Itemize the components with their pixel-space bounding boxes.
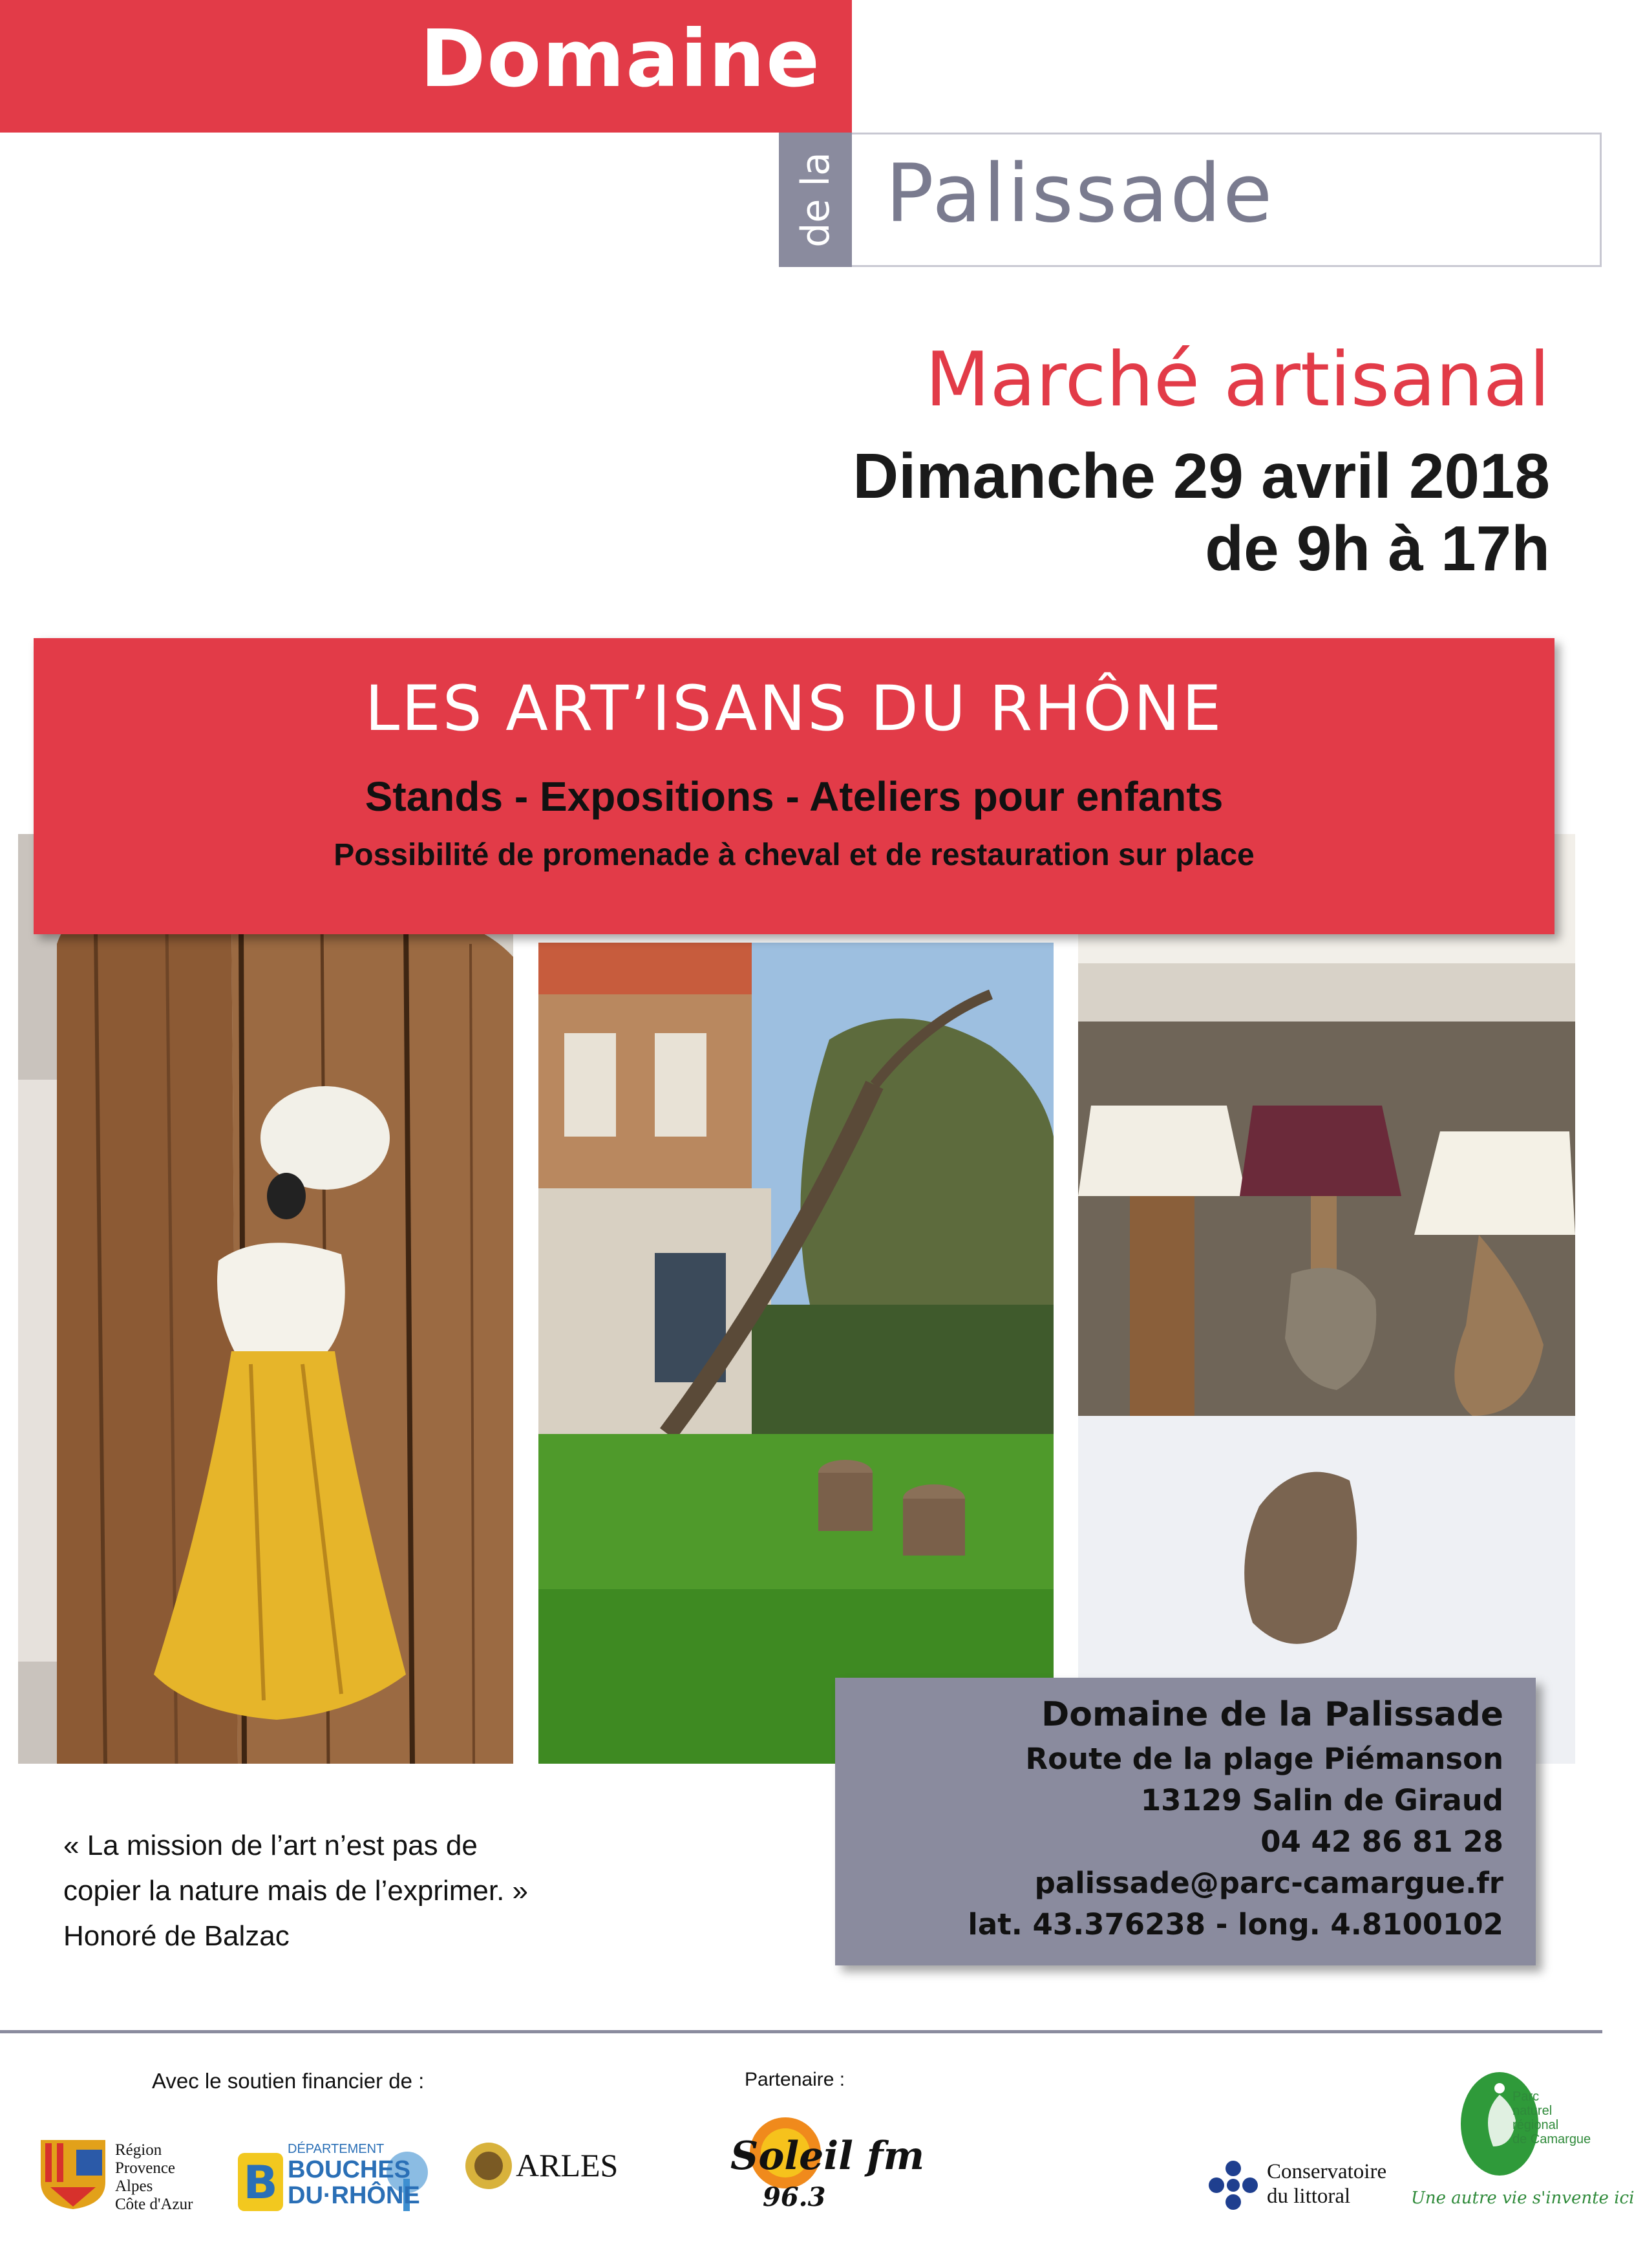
svg-text:B: B xyxy=(243,2156,278,2209)
header-de-la-label: de la xyxy=(792,152,838,248)
banner-title: LES ART’ISANS DU RHÔNE xyxy=(365,672,1224,745)
quote-author: Honoré de Balzac xyxy=(63,1920,290,1952)
event-date: Dimanche 29 avril 2018 xyxy=(853,440,1550,511)
footer-divider xyxy=(0,2030,1602,2033)
conservatoire-logo-text: Conservatoire du littoral xyxy=(1267,2160,1387,2208)
region-logo xyxy=(37,2137,109,2214)
arles-logo-icon xyxy=(463,2140,515,2194)
address-road: Route de la plage Piémanson xyxy=(1025,1742,1503,1776)
soleil-fm-frequency: 96.3 xyxy=(763,2182,826,2212)
partner-label: Partenaire : xyxy=(745,2069,845,2090)
arles-logo-text: ARLES xyxy=(516,2147,619,2183)
address-city: 13129 Salin de Giraud xyxy=(1140,1783,1503,1817)
quote-line-1: « La mission de l’art n’est pas de xyxy=(63,1830,478,1861)
photo-park-tree xyxy=(538,943,1054,1764)
quote-line-2: copier la nature mais de l’exprimer. » xyxy=(63,1875,528,1907)
banner-subtitle: Stands - Expositions - Ateliers pour enfants xyxy=(365,773,1224,820)
header-domaine-text: Domaine xyxy=(420,13,821,105)
address-email[interactable]: palissade@parc-camargue.fr xyxy=(1034,1866,1503,1900)
photo-lamps-stand xyxy=(1078,834,1575,1764)
region-logo-text: Région Provence Alpes Côte d'Azur xyxy=(115,2141,193,2213)
event-hours: de 9h à 17h xyxy=(1205,513,1550,584)
header-palissade-text: Palissade xyxy=(886,147,1275,241)
parc-camargue-slogan: Une autre vie s'invente ici xyxy=(1411,2188,1634,2208)
photo-painted-wood xyxy=(18,834,513,1764)
support-label: Avec le soutien financier de : xyxy=(152,2069,425,2093)
departement-logo-text: DÉPARTEMENT BOUCHES DU·RHÔNE xyxy=(288,2142,420,2209)
banner-note: Possibilité de promenade à cheval et de restauration sur place xyxy=(334,838,1255,872)
address-coords: lat. 43.376238 - long. 4.8100102 xyxy=(968,1907,1503,1942)
event-title: Marché artisanal xyxy=(925,336,1550,423)
address-name: Domaine de la Palissade xyxy=(1041,1695,1503,1734)
parc-camargue-text: Parc naturel régional de Camargue xyxy=(1512,2090,1591,2146)
soleil-fm-text: Soleil fm xyxy=(730,2134,925,2179)
conservatoire-logo-icon xyxy=(1207,2159,1259,2214)
address-phone: 04 42 86 81 28 xyxy=(1260,1824,1503,1859)
